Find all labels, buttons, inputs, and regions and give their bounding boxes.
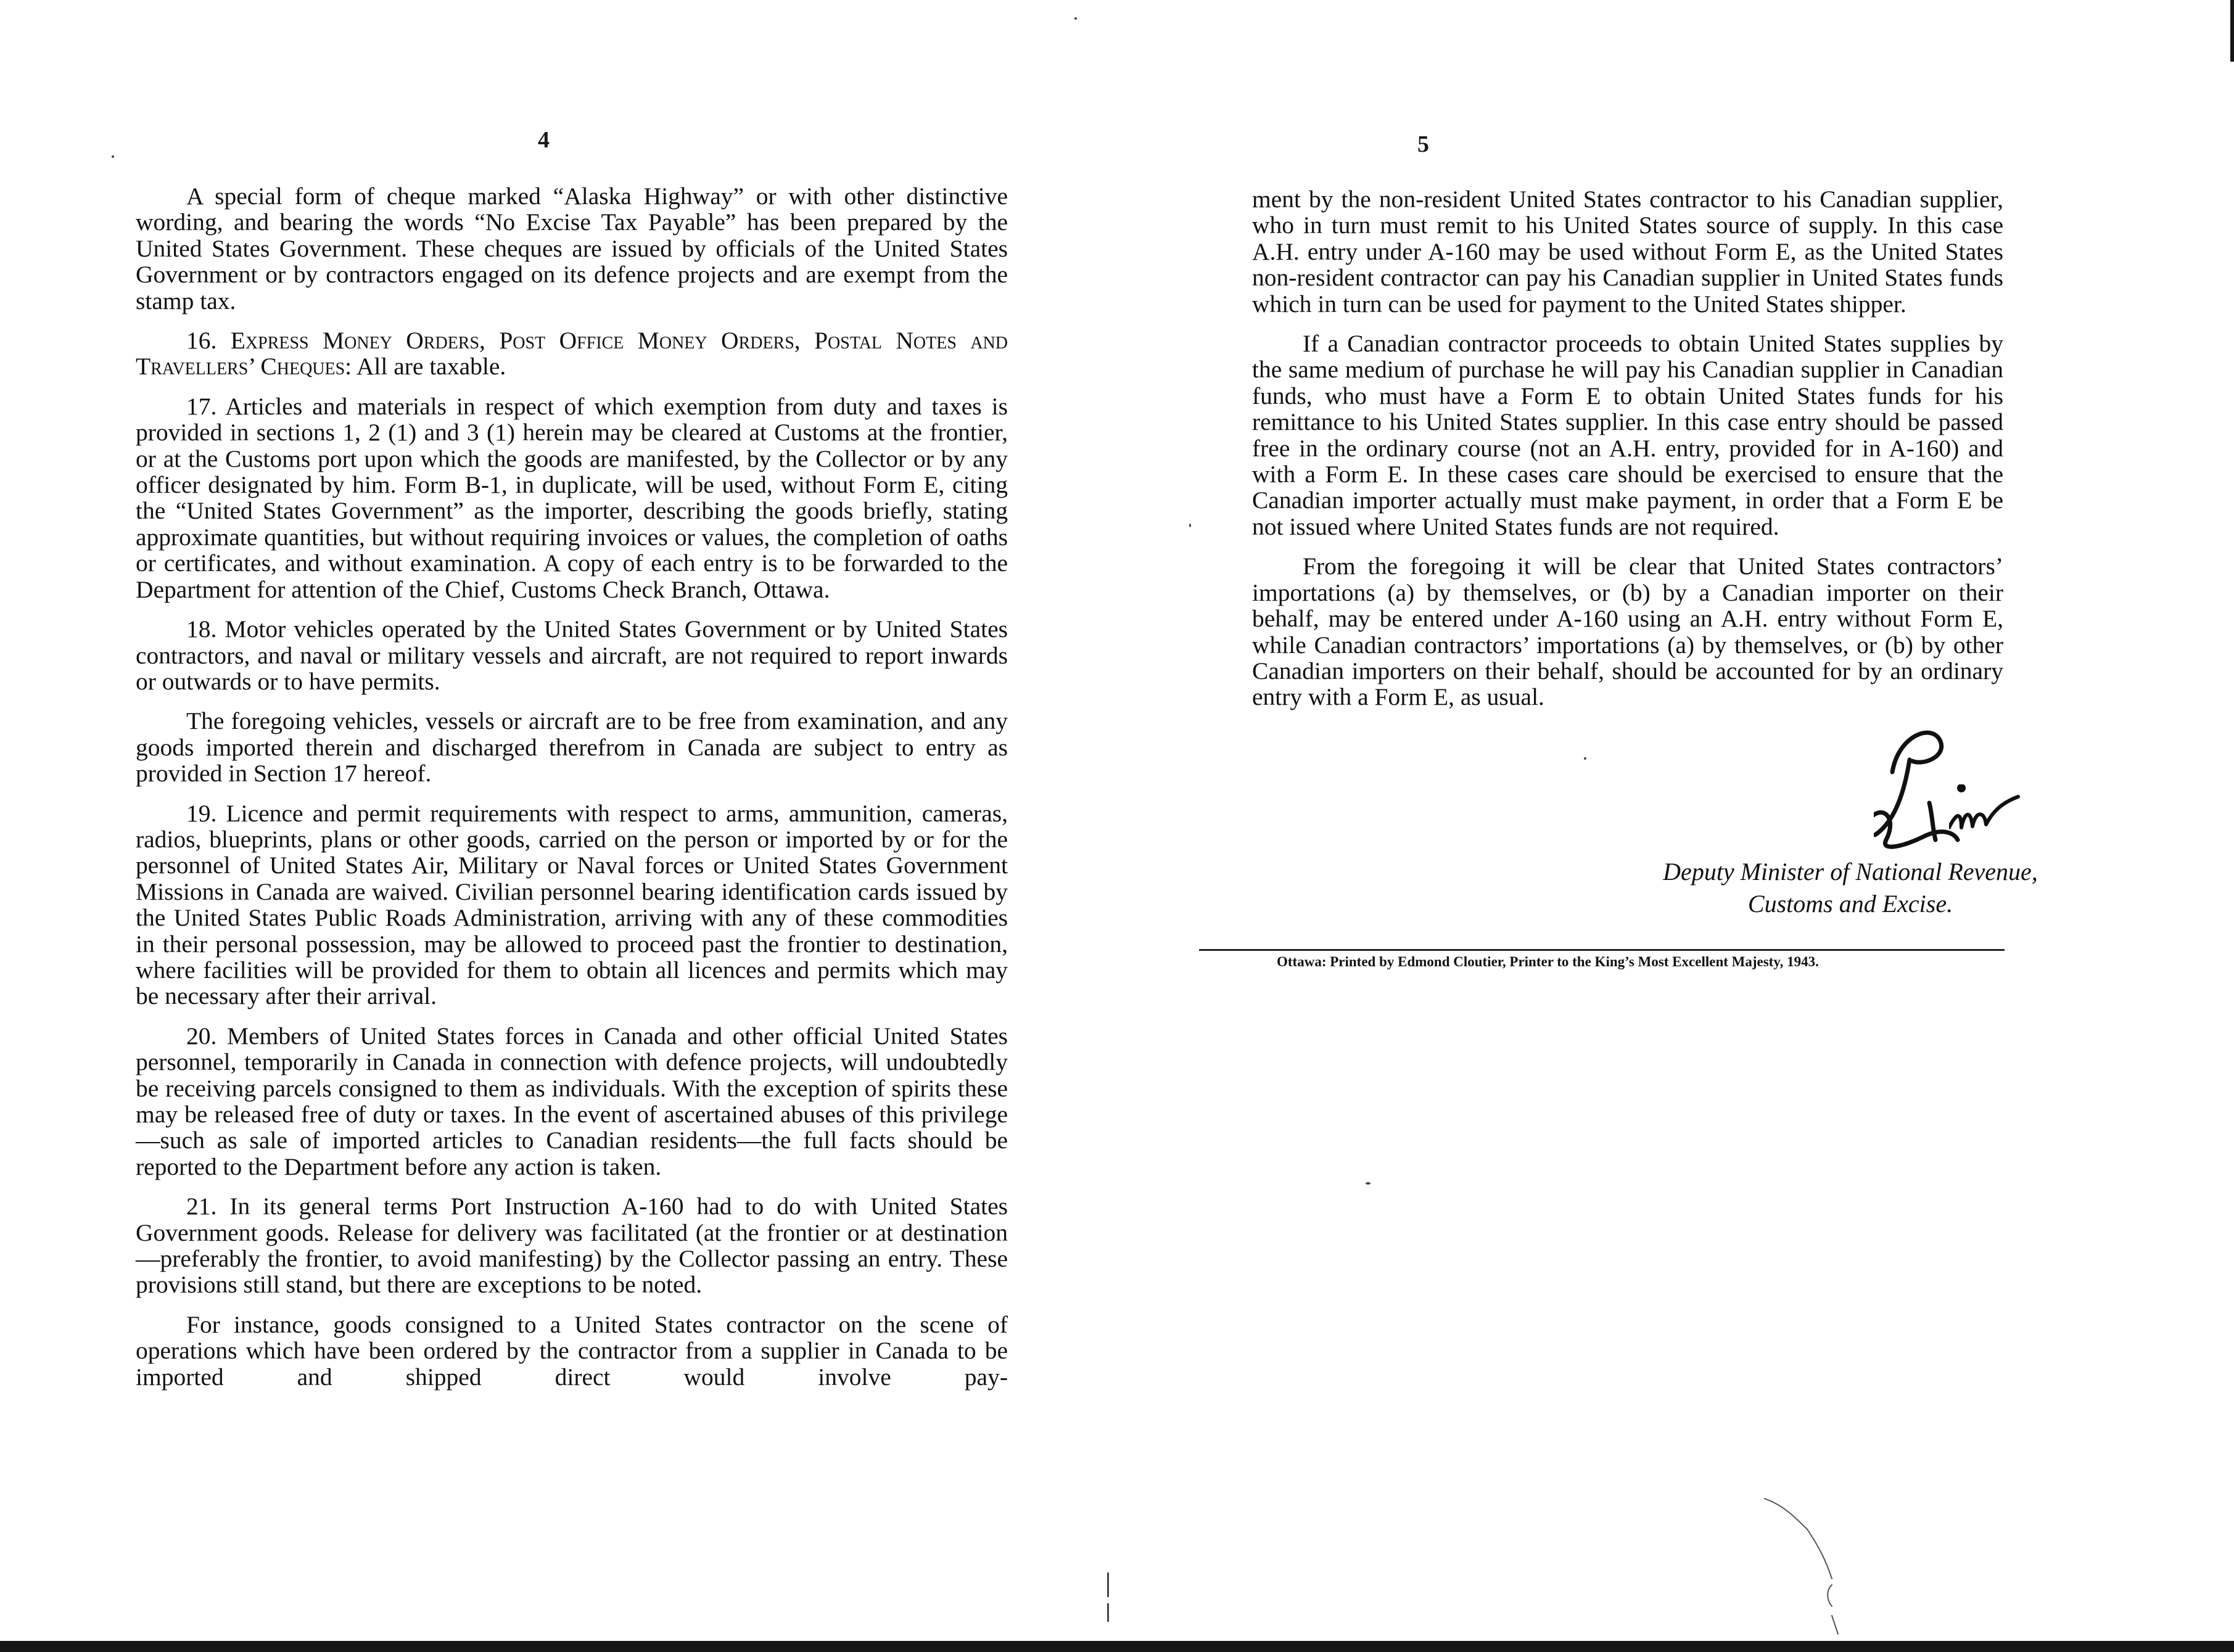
paragraph-18: 18. Motor vehicles operated by the United States Government or by United States contractors, and naval or military vessels and aircraft, are not required to report inwards or outwards or to have permits. (136, 615, 1008, 695)
left-text-column (136, 183, 1008, 1403)
signature-title-line1: Deputy Minister of National Revenue, (1663, 858, 2038, 886)
right-page (1110, 0, 2234, 1652)
scan-speck (1366, 1182, 1370, 1185)
section-16-heading: 16. Express Money Orders, Post Office Money Orders, Postal Notes and Travellers’ Cheques: (136, 327, 1008, 380)
printer-imprint: Ottawa: Printed by Edmond Cloutier, Printer to the King’s Most Excellent Majesty, 1943. (1277, 954, 1819, 969)
paragraph-instance: For instance, goods consigned to a United States contractor on the scene of operations which have been ordered by the contractor from a supplier in Canada to be imported and shipped direct would involve pay- (136, 1310, 1008, 1391)
scan-speck (112, 155, 114, 158)
paragraph-18-cont: The foregoing vehicles, vessels or aircraft are to be free from examination, and any goods imported therein and discharged therefrom in Canada are subject to entry as provided in Section 17 hereof. (136, 707, 1008, 787)
paragraph-continued: ment by the non-resident United States contractor to his Canadian supplier, who in turn must remit to his United States source of supply. In this case A.H. entry under A-160 may be used without Form E, as the United States non-resident contractor can pay his Canadian supplier in United States funds which in turn can be used for payment to the United States shipper. (1252, 186, 2003, 318)
paragraph-foregoing: From the foregoing it will be clear that United States contractors’ importations (a) by themselves, or (b) by a Canadian importer on their behalf, may be entered under A-160 using an A.H. entry without Form E, while Canadian contractors’ importations (a) by themselves, or (b) by other Canadian importers on their behalf, should be accounted for by an ordinary entry with a Form E, as usual. (1252, 553, 2003, 711)
scan-speck (1584, 757, 1586, 760)
paragraph-21: 21. In its general terms Port Instruction A-160 had to do with United States Government goods. Release for delivery was facilitated (at the frontier or at destination—preferably the frontier, to avoid manifesting) by the Collector passing an entry. These provisions still stand, but there are exceptions to be noted. (136, 1193, 1008, 1299)
scan-speck (1074, 17, 1077, 20)
signature-title (1604, 856, 2097, 920)
page-number-left: 4 (538, 127, 550, 153)
section-16-text: All are taxable. (356, 353, 506, 380)
signature-title-line2: Customs and Excise. (1747, 890, 1953, 918)
scan-speck (1107, 1603, 1109, 1622)
paragraph-17: 17. Articles and materials in respect of which exemption from duty and taxes is provided in sections 1, 2 (1) and 3 (1) herein may be cleared at Customs at the frontier, or at the Customs port upon which the goods are manifested, by the Collector or by any officer designated by him. Form B-1, in duplicate, will be used, without Form E, citing the “United States Government” as the importer, describing the goods briefly, stating approximate quantities, but without requiring invoices or values, the completion of oaths or certificates, and without examination. A copy of each entry is to be forwarded to the Department for attention of the Chief, Customs Check Branch, Ottawa. (136, 392, 1008, 603)
signature-tail (1949, 784, 2023, 846)
paragraph-canadian-contractor: If a Canadian contractor proceeds to obtain United States supplies by the same medium of purchase he will pay his Canadian supplier in Canadian funds, who must have a Form E to obtain United States funds for his remittance to his United States supplier. In this case entry should be passed free in the ordinary course (not an A.H. entry, provided for in A-160) and with a Form E. In these cases care should be exercised to ensure that the Canadian importer actually must make payment, in order that a Form E be not issued where United States funds are not required. (1252, 330, 2003, 540)
paragraph-20: 20. Members of United States forces in Canada and other official United States personnel, temporarily in Canada in connection with defence projects, will undoubtedly be receiving parcels consigned to them as individuals. With the exception of spirits these may be released free of duty or taxes. In the event of ascertained abuses of this privilege—such as sale of imported articles to Canadian residents—the full facts should be reported to the Department before any action is taken. (136, 1022, 1008, 1180)
paragraph-16 (136, 327, 1008, 380)
paragraph-19: 19. Licence and permit requirements with respect to arms, ammunition, cameras, radios, blueprints, plans or other goods, carried on the person or imported by or for the personnel of United States Air, Military or Naval forces or United States Government Missions in Canada are waived. Civilian personnel bearing identification cards issued by the United States Public Roads Administration, arriving with any of these commodities in their personal possession, may be allowed to proceed past the frontier to destination, where facilities will be provided for them to obtain all licences and permits which may be necessary after their arrival. (136, 799, 1008, 1010)
left-page (0, 0, 1110, 1652)
signature-image (1874, 723, 1960, 865)
footer-rule (1199, 949, 2005, 951)
right-text-column (1252, 186, 2003, 724)
scan-mark-bottom-right (1764, 1492, 1887, 1646)
scan-speck (1107, 1572, 1109, 1597)
paragraph-cheque: A special form of cheque marked “Alaska Highway” or with other distinctive wording, and bearing the words “No Excise Tax Payable” has been prepared by the United States Government. These cheques are issued by officials of the United States Government or by contractors engaged on its defence projects and are exempt from the stamp tax. (136, 183, 1008, 314)
page-number-right: 5 (1417, 131, 1429, 157)
scan-speck (1189, 524, 1191, 527)
scan-bottom-edge (0, 1641, 2234, 1652)
